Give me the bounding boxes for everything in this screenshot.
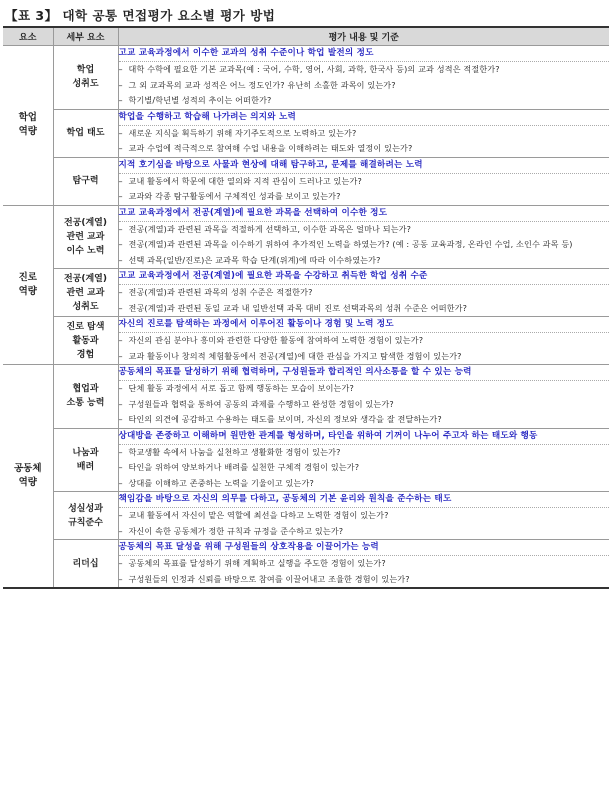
element-cell — [53, 540, 118, 589]
area-cell — [3, 365, 53, 589]
element-cell — [53, 365, 118, 429]
criteria-cell — [118, 269, 609, 317]
table-row — [3, 109, 609, 157]
criteria-cell — [118, 317, 609, 365]
criteria-heading: 공동체의 목표를 달성하기 위해 협력하며, 구성원들과 합리적인 의사소통을 할 수 있는 능력 — [118, 367, 472, 377]
criteria-item-text: 상대를 이해하고 존중하는 노력을 기울이고 있는가? — [128, 477, 314, 488]
criteria-item-text: 공동체의 목표를 달성하기 위해 계획하고 실행을 주도한 경험이 있는가? — [128, 558, 386, 568]
bullet-dash: – — [118, 64, 123, 74]
area-name-line: 학업 — [18, 112, 37, 124]
bullet-dash: – — [118, 335, 123, 345]
element-name-line: 관련 교과 — [66, 231, 105, 242]
element-name-line: 진로 탐색 — [66, 321, 105, 332]
criteria-cell — [118, 205, 609, 269]
element-name-line: 이수 노력 — [66, 245, 105, 256]
criteria-item-text: 전공(계열)과 관련된 과목의 성취 수준은 적절한가? — [128, 287, 313, 297]
element-cell — [53, 46, 118, 110]
bullet-dash: – — [118, 95, 123, 105]
element-name-line: 리더십 — [72, 558, 99, 569]
criteria-cell — [118, 365, 609, 429]
table-row — [3, 205, 609, 269]
criteria-item — [119, 508, 610, 524]
element-name-line: 탐구력 — [72, 176, 99, 186]
criteria-item — [119, 349, 610, 365]
criteria-item — [119, 237, 610, 253]
bullet-dash: – — [118, 223, 123, 234]
criteria-item-text: 전공(계열)과 관련된 과목을 적절하게 선택하고, 이수한 과목은 얼마나 되는가? — [128, 223, 412, 234]
criteria-item-text: 타인을 위하여 양보하거나 배려를 실천한 구체적 경험이 있는가? — [128, 462, 360, 472]
table-row — [3, 365, 609, 429]
criteria-item-text: 교과와 각종 탐구활동에서 구체적인 성과를 보이고 있는가? — [128, 191, 341, 201]
criteria-item-text: 전공(계열)과 관련된 과목을 이수하기 위하여 추가적인 노력을 하였는가? (예 : 공동 교육과정, 온라인 수업, 소인수 과목 등) — [128, 239, 573, 249]
element-name-line: 경험 — [76, 349, 95, 360]
bullet-dash: – — [118, 302, 123, 313]
table-row — [3, 428, 609, 492]
element-name-line: 나눔과 — [72, 447, 99, 458]
area-name-line: 역량 — [18, 477, 37, 488]
table-header-row — [3, 27, 609, 46]
criteria-item — [119, 412, 610, 428]
criteria-item — [119, 141, 610, 157]
area-name-line: 역량 — [18, 285, 37, 297]
bullet-dash: – — [118, 191, 123, 201]
criteria-item-text: 전공(계열)과 관련된 동일 교과 내 일반선택 과목 대비 진로 선택과목의 성취 수준은 어떠한가? — [128, 302, 468, 313]
criteria-heading: 책임감을 바탕으로 자신의 의무를 다하고, 공동체의 기본 윤리와 원칙을 준수하는 태도 — [118, 494, 452, 504]
criteria-item — [119, 253, 610, 269]
table-row — [3, 46, 609, 110]
bullet-dash: – — [118, 414, 123, 424]
criteria-heading: 공동체의 목표 달성을 위해 구성원들의 상호작용을 이끌어가는 능력 — [118, 542, 379, 552]
criteria-item-text: 선택 과목(일반/진로)은 교과목 학습 단계(위계)에 따라 이수하였는가? — [128, 254, 381, 265]
criteria-item-text: 자신이 속한 공동체가 정한 규칙과 규정을 준수하고 있는가? — [128, 525, 344, 536]
area-name-line: 역량 — [18, 126, 37, 138]
area-cell — [3, 46, 53, 206]
header-area: 요소 — [3, 27, 53, 46]
criteria-item — [119, 78, 610, 94]
table-row — [3, 540, 609, 589]
bullet-dash: – — [118, 287, 123, 297]
criteria-item-text: 교과 수업에 적극적으로 참여해 수업 내용을 이해하려는 태도와 열정이 있는가? — [128, 143, 413, 153]
element-name-line: 소통 능력 — [66, 398, 105, 409]
criteria-cell — [118, 492, 609, 540]
criteria-item — [119, 460, 610, 476]
header-element: 세부 요소 — [53, 27, 118, 46]
criteria-item-text: 교과 활동이나 창의적 체험활동에서 전공(계열)에 대한 관심을 가지고 탐색한 경험이 있는가? — [128, 350, 462, 361]
bullet-dash: – — [118, 79, 123, 90]
criteria-item-text: 대학 수학에 필요한 기본 교과목(예 : 국어, 수학, 영어, 사회, 과학, 한국사 등)의 교과 성적은 적절한가? — [128, 64, 500, 74]
bullet-dash: – — [118, 239, 123, 249]
criteria-item-text: 학기별/학년별 성적의 추이는 어떠한가? — [128, 95, 272, 105]
element-cell — [53, 428, 118, 492]
element-name-line: 배려 — [76, 461, 95, 472]
criteria-item — [119, 174, 610, 190]
criteria-heading: 고교 교육과정에서 전공(계열)에 필요한 과목을 선택하여 이수한 정도 — [118, 207, 388, 218]
criteria-heading: 자신의 진로를 탐색하는 과정에서 이루어진 활동이나 경험 및 노력 정도 — [118, 319, 394, 329]
table-row — [3, 269, 609, 317]
criteria-cell — [118, 109, 609, 157]
criteria-item — [119, 381, 610, 397]
bullet-dash: – — [118, 398, 123, 409]
table-body — [3, 46, 609, 589]
criteria-item — [119, 476, 610, 492]
element-name-line: 학업 — [76, 65, 95, 76]
criteria-cell — [118, 157, 609, 205]
criteria-item-text: 그 외 교과목의 교과 성적은 어느 정도인가? 유난히 소홀한 과목이 있는가? — [128, 79, 396, 90]
table-row — [3, 157, 609, 205]
criteria-heading: 학업을 수행하고 학습해 나가려는 의지와 노력 — [118, 111, 296, 122]
bullet-dash: – — [118, 143, 123, 153]
bullet-dash: – — [118, 446, 123, 457]
criteria-heading: 상대방을 존중하고 이해하며 원만한 관계를 형성하며, 타인을 위하여 기꺼이 나누어 주고자 하는 태도와 행동 — [118, 430, 538, 441]
criteria-item — [119, 93, 610, 109]
criteria-item — [119, 189, 610, 205]
criteria-item — [119, 285, 610, 301]
bullet-dash: – — [118, 383, 123, 393]
criteria-item-text: 구성원들과 협력을 통하여 공동의 과제를 수행하고 완성한 경험이 있는가? — [128, 398, 394, 409]
criteria-item-text: 자신의 관심 분야나 흥미와 관련한 다양한 활동에 참여하여 노력한 경험이 있는가? — [128, 335, 424, 345]
criteria-item-text: 학교생활 속에서 나눔을 실천하고 생활화한 경험이 있는가? — [128, 446, 341, 457]
criteria-heading: 고교 교육과정에서 전공(계열)에 필요한 과목을 수강하고 취득한 학업 성취 수준 — [118, 271, 428, 281]
bullet-dash: – — [118, 462, 123, 472]
table-row — [3, 492, 609, 540]
element-name-line: 성취도 — [72, 79, 99, 90]
criteria-item — [119, 397, 610, 413]
criteria-item-text: 구성원들의 인정과 신뢰를 바탕으로 참여를 이끌어내고 조율한 경험이 있는가? — [128, 573, 410, 584]
element-cell — [53, 317, 118, 365]
element-name-line: 관련 교과 — [66, 287, 105, 298]
bullet-dash: – — [118, 510, 123, 520]
element-cell — [53, 269, 118, 317]
criteria-item — [119, 126, 610, 142]
element-name-line: 규칙준수 — [68, 517, 103, 528]
bullet-dash: – — [118, 558, 123, 568]
element-name-line: 성취도 — [72, 301, 99, 312]
element-cell — [53, 109, 118, 157]
criteria-item — [119, 445, 610, 461]
bullet-dash: – — [118, 127, 123, 138]
criteria-item — [119, 222, 610, 238]
bullet-dash: – — [118, 573, 123, 584]
criteria-heading: 고교 교육과정에서 이수한 교과의 성취 수준이나 학업 발전의 정도 — [118, 48, 374, 58]
evaluation-table — [3, 26, 609, 589]
bullet-dash: – — [118, 525, 123, 536]
table-title: 【표 3】 대학 공통 면접평가 요소별 평가 방법 — [5, 8, 276, 23]
criteria-item-text: 단체 활동 과정에서 서로 돕고 함께 행동하는 모습이 보이는가? — [128, 383, 354, 393]
criteria-cell — [118, 46, 609, 110]
criteria-item — [119, 572, 610, 588]
bullet-dash: – — [118, 175, 123, 186]
criteria-heading: 지적 호기심을 바탕으로 사물과 현상에 대해 탐구하고, 문제를 해결하려는 노력 — [118, 159, 423, 170]
criteria-item-text: 교내 활동에서 학문에 대한 열의와 지적 관심이 드러나고 있는가? — [128, 175, 362, 186]
bullet-dash: – — [118, 477, 123, 488]
criteria-item — [119, 301, 610, 317]
criteria-item — [119, 333, 610, 349]
element-name-line: 협업과 — [72, 384, 99, 395]
criteria-cell — [118, 540, 609, 589]
header-criteria: 평가 내용 및 기준 — [118, 27, 609, 46]
area-name-line: 진로 — [18, 271, 37, 283]
area-name-line: 공동체 — [13, 463, 42, 474]
element-cell — [53, 492, 118, 540]
element-name-line: 전공(계열) — [63, 273, 107, 284]
criteria-cell — [118, 428, 609, 492]
criteria-item-text: 교내 활동에서 자신이 맡은 역할에 최선을 다하고 노력한 경험이 있는가? — [128, 510, 389, 520]
criteria-item-text: 타인의 의견에 공감하고 수용하는 태도를 보이며, 자신의 정보와 생각을 잘 전달하는가? — [128, 414, 442, 424]
table-row — [3, 317, 609, 365]
criteria-item — [119, 62, 610, 78]
area-cell — [3, 205, 53, 365]
element-cell — [53, 157, 118, 205]
criteria-item — [119, 556, 610, 572]
element-cell — [53, 205, 118, 269]
bullet-dash: – — [118, 254, 123, 265]
element-name-line: 성실성과 — [68, 503, 103, 514]
bullet-dash: – — [118, 350, 123, 361]
criteria-item-text: 새로운 지식을 획득하기 위해 자기주도적으로 노력하고 있는가? — [128, 127, 357, 138]
element-name-line: 학업 태도 — [66, 128, 105, 138]
element-name-line: 전공(계열) — [63, 217, 107, 228]
criteria-item — [119, 524, 610, 540]
element-name-line: 활동과 — [72, 335, 99, 346]
